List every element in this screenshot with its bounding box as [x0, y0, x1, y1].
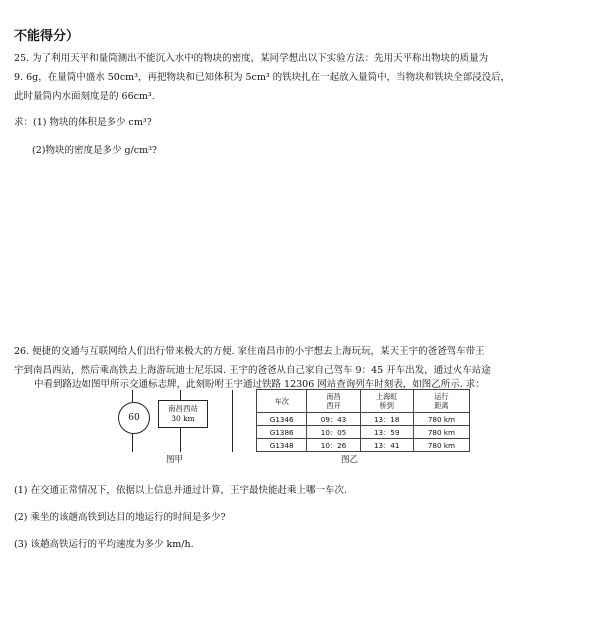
cell-distance: 780 km [413, 439, 469, 452]
col-header-arrive: 上海虹 桥到 [360, 390, 413, 413]
speed-limit-sign [118, 402, 150, 434]
q25-line-1: 25. 为了利用天平和量筒测出不能沉入水中的物块的密度，某同学想出以下实验方法：先用天平称出物块的质量为 [14, 53, 489, 64]
cell-distance: 780 km [413, 413, 469, 426]
cell-arrive: 13：41 [360, 439, 413, 452]
sign-post-left-bottom [132, 434, 133, 452]
sign-post-right-bottom [180, 428, 181, 452]
col-header-train: 车次 [257, 390, 307, 413]
train-timetable [256, 389, 470, 452]
distance-sign [158, 400, 208, 428]
q25-sub-1: 求：(1) 物块的体积是多少 cm³? [14, 117, 152, 128]
cell-arrive: 13：18 [360, 413, 413, 426]
cell-train: G1346 [257, 413, 307, 426]
sign-post-right-top [180, 390, 181, 400]
q25-line-2: 9. 6g，在量筒中盛水 50cm³，再把物块和已知体积为 5cm³ 的铁块扎在一起放入量筒中，当物块和铁块全部浸没后， [14, 72, 511, 83]
cell-depart: 10：26 [307, 439, 360, 452]
q25-sub-2: (2)物块的密度是多少 g/cm³? [32, 145, 157, 156]
cell-depart: 10：05 [307, 426, 360, 439]
q26-sub-3: (3) 该趟高铁运行的平均速度为多少 km/h. [14, 539, 194, 550]
timetable-header-row [257, 390, 470, 413]
figure-a-caption: 图甲 [166, 455, 184, 465]
cell-train: G1348 [257, 439, 307, 452]
cell-train: G1386 [257, 426, 307, 439]
q26-line-3: 中看到路边如图甲所示交通标志牌，此刻盼咐王宇通过铁路 12306 网站查询列车时刻表，如图乙所示. 求： [34, 379, 485, 390]
col-header-depart: 南昌 西开 [307, 390, 360, 413]
cell-depart: 09：43 [307, 413, 360, 426]
q26-line-1: 26. 便捷的交通与互联网给人们出行带来极大的方便. 家住南昌市的小宇想去上海玩玩，某天王宇的爸爸驾车带王 [14, 346, 485, 357]
station-name: 南昌西站 [168, 404, 198, 413]
station-distance: 30 km [171, 414, 195, 423]
cell-distance: 780 km [413, 426, 469, 439]
q26-sub-2: (2) 乘坐的该趟高铁到达目的地运行的时间是多少? [14, 512, 226, 523]
q25-line-3: 此时量筒内水面刻度是的 66cm³. [14, 91, 155, 102]
col-header-distance: 运行 距离 [413, 390, 469, 413]
figure-b-caption: 图乙 [341, 455, 359, 465]
speed-limit-value: 60 [128, 413, 140, 423]
table-row [257, 426, 470, 439]
q26-line-2: 宇到南昌西站，然后乘高铁去上海游玩迪士尼乐园. 王宇的爸爸从自己家自己驾车 9：45 开车出发，通过火车站途 [14, 365, 491, 376]
sign-post-left-top [132, 390, 133, 402]
section-heading: 不能得分） [14, 29, 80, 44]
q26-sub-1: (1) 在交通正常情况下，依据以上信息并通过计算，王宇最快能赶乘上哪一车次. [14, 485, 347, 496]
cell-arrive: 13：59 [360, 426, 413, 439]
table-row [257, 439, 470, 452]
figure-divider [232, 390, 233, 452]
table-row [257, 413, 470, 426]
